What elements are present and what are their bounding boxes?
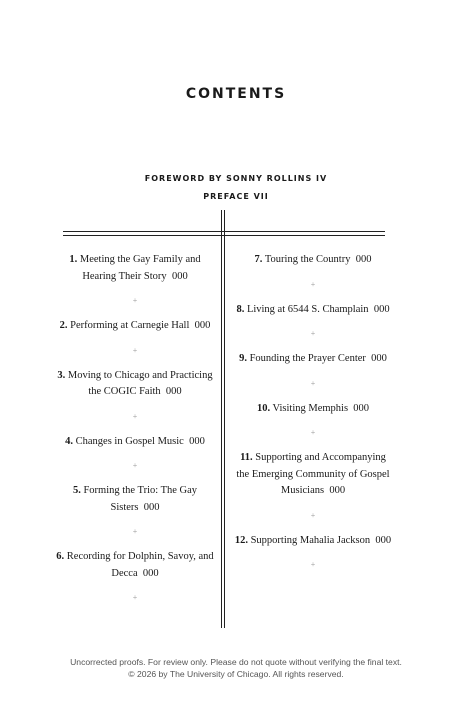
chapter-page: 000: [373, 303, 390, 315]
chapter-page: 000: [371, 353, 387, 364]
chapter-title: Supporting Mahalia Jackson: [250, 534, 371, 546]
chapter-page: 000: [143, 501, 160, 513]
chapter-title: Performing at Carnegie Hall: [70, 320, 190, 331]
chapter-title: Touring the Country: [264, 254, 351, 265]
chapter-number: 7.: [254, 254, 263, 265]
entry-separator: +: [132, 345, 138, 355]
entry-separator: +: [132, 461, 138, 470]
chapter-number: 6.: [56, 551, 65, 562]
entry-separator: +: [132, 527, 138, 536]
chapter-title: Changes in Gospel Music: [75, 435, 184, 447]
chapter-page: 000: [329, 485, 346, 496]
left-column: [55, 252, 215, 615]
chapter-title: Visiting Memphis: [272, 402, 349, 414]
entry-separator: +: [310, 560, 316, 569]
chapter-title: Supporting and Accompanying the Emerging Community of Gospel Musicians: [236, 452, 390, 496]
entry-separator: +: [310, 329, 316, 338]
chapter-page: 000: [194, 320, 211, 331]
entry-separator: +: [310, 428, 316, 437]
chapter-number: 9.: [239, 353, 247, 364]
chapter-title: Forming the Trio: The Gay Sisters: [83, 485, 198, 513]
toc-entry[interactable]: [55, 483, 215, 516]
entry-separator: +: [310, 510, 316, 520]
page-title: CONTENTS: [185, 86, 287, 102]
toc-entry[interactable]: [233, 533, 393, 550]
chapter-number: 1.: [69, 254, 78, 265]
footer-copyright: © 2026 by The University of Chicago. All rights reserved.: [128, 668, 344, 679]
chapter-number: 12.: [234, 534, 248, 546]
chapter-page: 000: [375, 534, 392, 546]
toc-entry[interactable]: [233, 252, 393, 269]
chapter-number: 4.: [65, 435, 74, 447]
toc-entry[interactable]: [55, 252, 215, 285]
preface-entry: PREFACE VII: [203, 192, 269, 201]
chapter-page: 000: [355, 254, 372, 265]
toc-entry[interactable]: [233, 302, 393, 319]
chapter-number: 3.: [57, 369, 66, 381]
chapter-number: 2.: [59, 320, 68, 331]
entry-separator: +: [310, 378, 316, 388]
chapter-page: 000: [165, 386, 182, 397]
toc-entry[interactable]: [233, 351, 393, 368]
chapter-title: Moving to Chicago and Practicing the COGIC Faith: [67, 369, 213, 397]
chapter-number: 10.: [256, 402, 271, 414]
toc-entry[interactable]: [55, 549, 215, 582]
chapter-number: 8.: [236, 303, 245, 315]
chapter-page: 000: [353, 402, 370, 414]
toc-entry[interactable]: [233, 401, 393, 418]
entry-separator: +: [132, 296, 138, 305]
column-rule-right: [224, 210, 225, 628]
column-rule-left: [221, 210, 222, 628]
chapter-number: 11.: [240, 452, 253, 463]
chapter-number: 5.: [72, 485, 81, 496]
chapter-page: 000: [142, 567, 159, 579]
toc-entry[interactable]: [55, 318, 215, 335]
toc-entry[interactable]: [233, 450, 393, 500]
entry-separator: +: [132, 411, 138, 421]
chapter-title: Meeting the Gay Family and Hearing Their Story: [79, 254, 201, 282]
right-column: [233, 252, 393, 582]
chapter-page: 000: [171, 270, 188, 282]
chapter-title: Living at 6544 S. Champlain: [246, 303, 369, 315]
toc-entry[interactable]: [55, 368, 215, 401]
chapter-title: Recording for Dolphin, Savoy, and Decca: [66, 551, 214, 579]
entry-separator: +: [132, 593, 138, 602]
footer-disclaimer: Uncorrected proofs. For review only. Please do not quote without verifying the final text.: [70, 657, 402, 667]
chapter-title: Founding the Prayer Center: [249, 353, 366, 364]
proof-footer: [0, 657, 472, 680]
toc-entry[interactable]: [55, 434, 215, 451]
entry-separator: +: [310, 279, 316, 289]
foreword-entry: FOREWORD BY SONNY ROLLINS IV: [144, 174, 328, 183]
chapter-page: 000: [189, 435, 205, 447]
